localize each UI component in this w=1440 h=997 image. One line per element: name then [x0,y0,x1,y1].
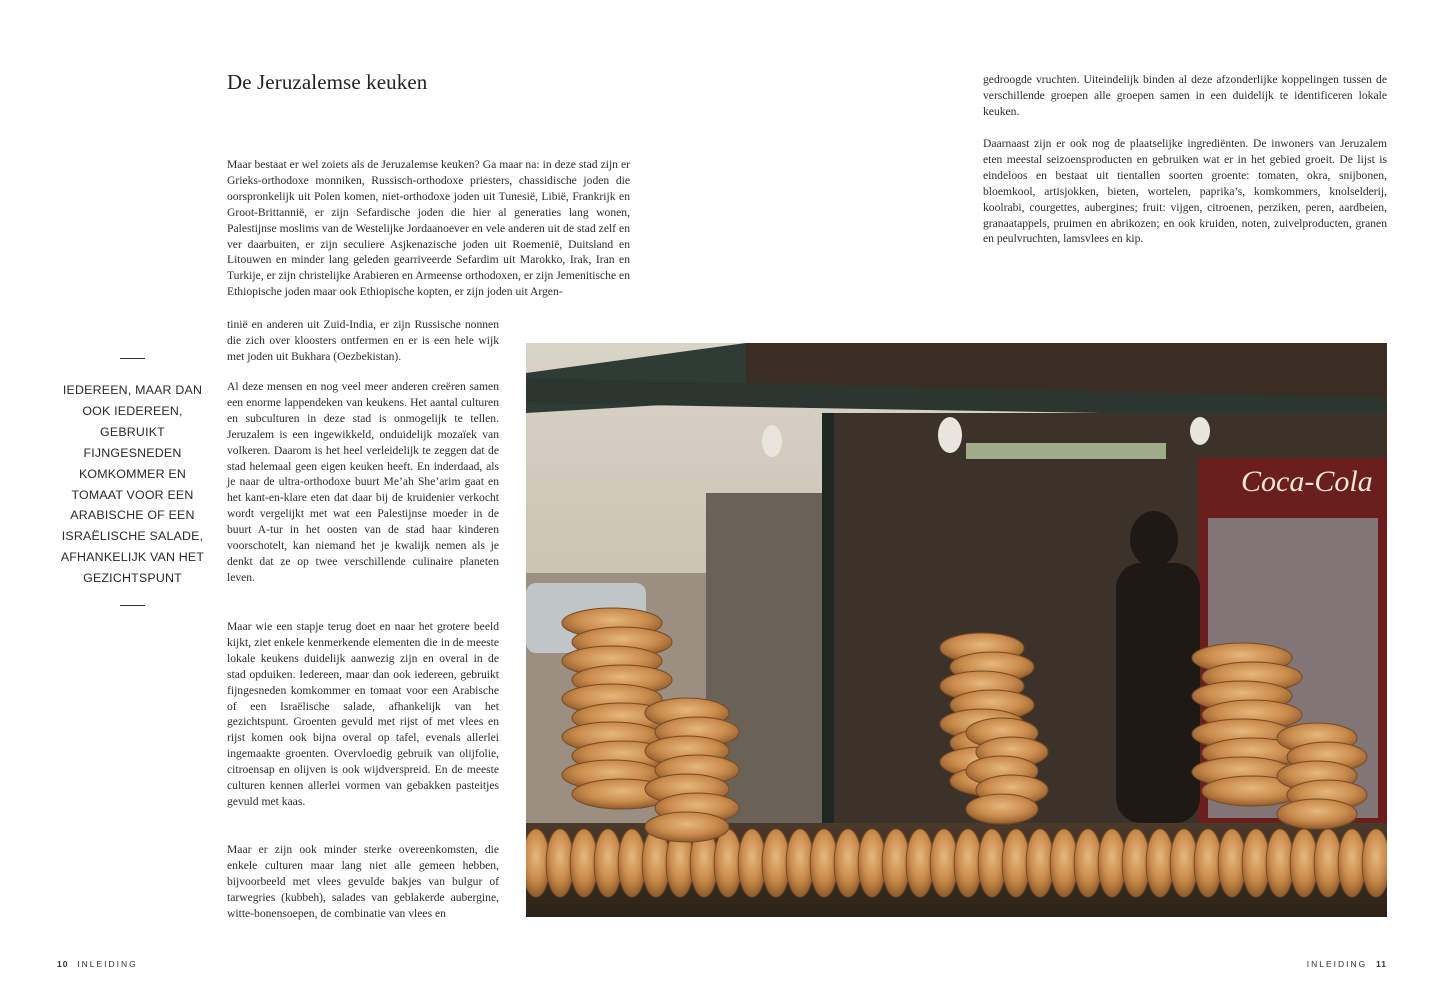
page-title: De Jeruzalemse keuken [227,70,428,94]
bread-ring-stacked [1277,799,1357,829]
right-paragraph-1: gedroogde vruchten. Uiteindelijk binden al deze afzonderlijke koppelingen tussen de verschillende groepen alle groepen samen in een duidelijk te identificeren lokale keuken. [983,73,1387,118]
page-number-left: 10 [57,959,69,969]
section-label-right: INLEIDING [1306,959,1368,969]
section-label-left: INLEIDING [77,959,138,969]
folio-left [57,959,138,969]
body-paragraph-2: Al deze mensen en nog veel meer anderen creëren samen een enorme lappendeken van keukens. Het aantal culturen en subculturen in deze stad is onmogelijk te tellen. Jeruzalem is een ingewikkeld, onduidelijk mozaïek van volkeren. Daarom is het heel verleidelijk te zeggen dat de stad helemaal geen eigen keuken heeft. En inderdaad, als je naar de ultra-orthodoxe buurt Me’ah She’arim gaat en het kant-en-klare eten dat daar bij de kruidenier verkocht wordt vergelijkt met wat een Palestijnse moeder in de buurt A-tur in het oosten van de stad haar kinderen voorschotelt, kan niemand het je kwalijk nemen als je denkt dat ze op twee verschillende culinaire planeten leven. [227,380,499,584]
body-paragraph-3: Maar wie een stapje terug doet en naar het grotere beeld kijkt, ziet enkele kenmerkende elementen die in de meeste lokale keukens duidelijk aanwezig zijn en overal in de stad opduiken. Iedereen, maar dan ook iedereen, gebruikt fijngesneden komkommer en tomaat voor een Arabische of een Israëlische salade, afhankelijk van het gezichtspunt. Groenten gevuld met rijst of met vlees en rijst komen ook bijna overal op tafel, evenals allerlei ingemaakte groenten. Overvloedig gebruik van olijfolie, citroensap en olijven is ook wijdverspreid. En de meeste culturen kennen allerlei vormen van gebakken pasteitjes gevuld met kaas. [227,620,499,808]
right-paragraph-2: Daarnaast zijn er ook nog de plaatselijke ingrediënten. De inwoners van Jeruzalem eten meestal seizoensproducten en gebruiken wat er in het gebied groeit. De lijst is eindeloos en bestaat uit tientallen soorten groente: tomaten, okra, snijbonen, bloemkool, artisjokken, bieten, wortelen, paprika’s, komkommers, knolselderij, koolrabi, courgettes, aubergines; fruit: vijgen, citroenen, perziken, peren, aardbeien, granaatappels, pruimen en abrikozen; en ook kruiden, noten, zuivelproducten, granen en peulvruchten, lamsvlees en kip. [983,137,1387,246]
pull-quote: IEDEREEN, MAAR DAN OOK IEDEREEN, GEBRUIKT FIJNGESNEDEN KOMKOMMER EN TOMAAT VOOR EEN ARABISCHE OF EEN ISRAËLISCHE SALADE, AFHANKELIJK VAN HET GEZICHTSPUNT [60,383,205,586]
bread-ring-front [1362,829,1387,897]
coca-cola-sign: Coca-Cola [1241,465,1373,498]
bread-stall-photo [526,343,1387,917]
sesame-bread-rings [526,608,1387,897]
pull-quote-rule-top [120,358,145,359]
body-paragraph-1: Maar bestaat er wel zoiets als de Jeruzalemse keuken? Ga maar na: in deze stad zijn er Grieks-orthodoxe monniken, Russisch-orthodoxe priesters, chassidische joden die oorspronkelijk uit Polen komen, niet-orthodoxe joden uit Tunesië, Libië, Frankrijk en Groot-Brittannië, er zijn Sefardische joden die hier al generaties lang wonen, Palestijnse moslims van de Westelijke Jordaanoever en vele anderen uit de stad zelf en ver daarbuiten, er zijn seculiere Asjkenazische joden uit Roemenië, Duitsland en Litouwen en minder lang geleden gearriveerde Sefardim uit Marokko, Irak, Iran en Turkije, er zijn christelijke Arabieren en Armeense orthodoxen, er zijn Jemenitische en Ethiopische joden maar ook Ethiopische kopten, er zijn joden uit Argen- [227,158,630,299]
folio-right [1307,959,1387,969]
body-paragraph-1-continued: tinië en anderen uit Zuid-India, er zijn Russische nonnen die zich over kloosters ontfermen en er is een hele wijk met joden uit Bukhara (Oezbekistan). [227,318,499,363]
body-paragraph-4: Maar er zijn ook minder sterke overeenkomsten, die enkele culturen maar lang niet alle gemeen hebben, bijvoorbeeld met vlees gevulde bakjes van bulgur of tarwegries (kubbeh), salades van geblakerde aubergine, witte-bonensoepen, de combinatie van vlees en [227,843,499,920]
pull-quote-rule-bottom [120,605,145,606]
page-number-right: 11 [1376,959,1387,969]
bread-ring-stacked [645,812,729,842]
bread-ring-stacked [966,794,1038,824]
